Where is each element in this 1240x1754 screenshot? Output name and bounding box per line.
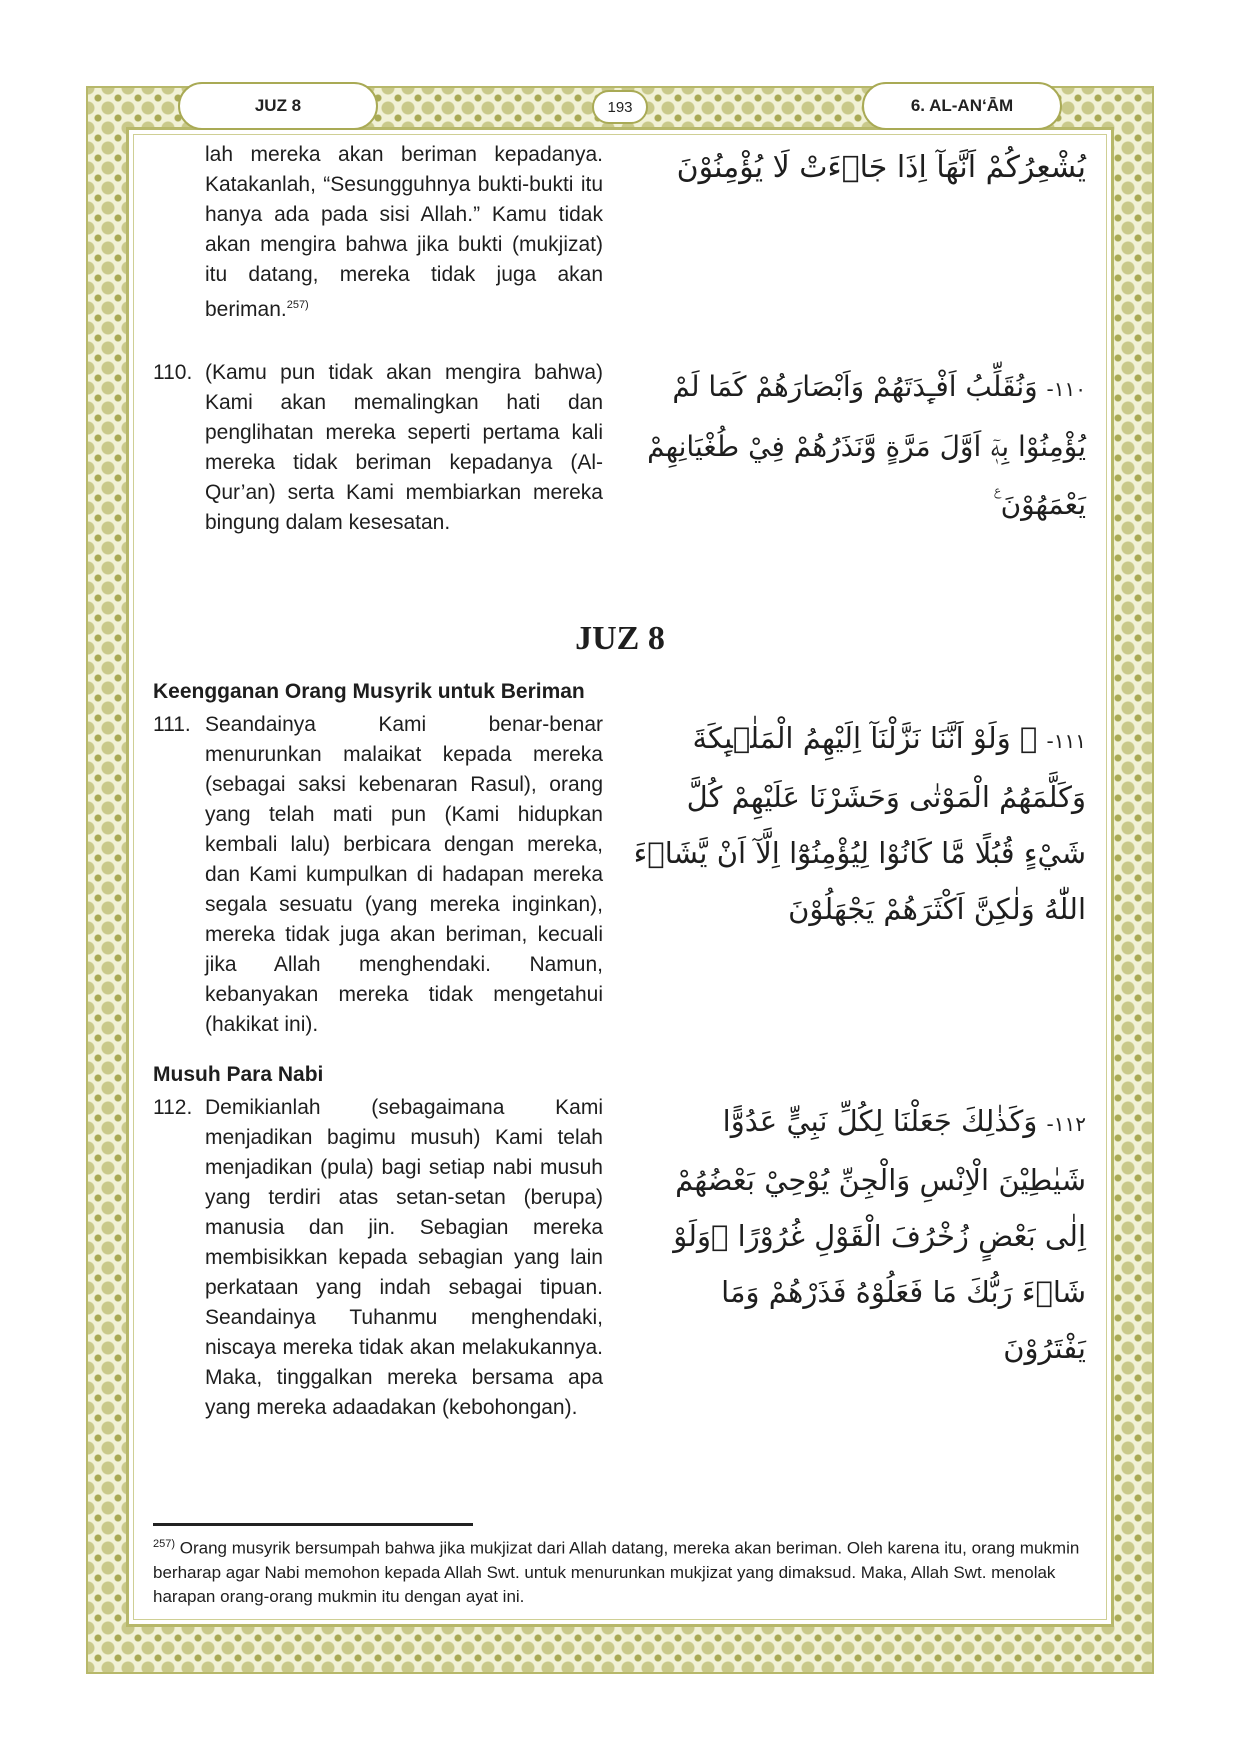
- footnote-text: Orang musyrik bersumpah bahwa jika mukjizat dari Allah datang, mereka akan beriman. Oleh karena itu, orang mukmin berharap agar Nabi memohon kepada Allah Swt. untuk menurunkan mukjizat yang dimaksud. Maka, Allah Swt. menolak harapan orang-orang mukmin itu dengan ayat ini.: [153, 1538, 1080, 1606]
- footnote: [153, 1532, 1087, 1609]
- surah-label: 6. AL-AN‘ĀM: [862, 82, 1062, 130]
- verse-number: 111.: [153, 713, 191, 736]
- section-heading: Keengganan Orang Musyrik untuk Beriman: [153, 680, 585, 703]
- arabic-verse-number: ١١٢-: [1046, 1112, 1086, 1136]
- verse-number: 110.: [153, 361, 193, 384]
- verse-111-translation: Seandainya Kami benar-benar menurunkan malaikat kepada mereka (sebagai saksi kebenaran Rasul), orang yang telah mati pun (Kami hidupkan kembali lalu) berbicara dengan mereka, dan Kami kumpulkan di hadapan mereka segala sesuatu (yang mereka inginkan), mereka tidak juga akan beriman, kecuali jika Allah menghendaki. Namun, kebanyakan mereka tidak mengetahui (hakikat ini).: [205, 713, 603, 1036]
- arabic-verse-number: ١١١-: [1046, 729, 1086, 753]
- section-heading: Musuh Para Nabi: [153, 1063, 324, 1086]
- juz-label: JUZ 8: [178, 82, 378, 130]
- verse-109-arabic: يُشْعِرُكُمْ اَنَّهَآ اِذَا جَاۤءَتْ لَا يُؤْمِنُوْنَ: [676, 150, 1086, 185]
- arabic-verse-number: ١١٠-: [1046, 377, 1086, 401]
- verse-111-arabic: ۞ وَلَوْ اَنَّنَا نَزَّلْنَآ اِلَيْهِمُ الْمَلٰۤىِٕكَةَ وَكَلَّمَهُمُ الْمَوْتٰى وَحَشَرْنَا عَلَيْهِمْ كُلَّ شَيْءٍ قُبُلًا مَّا كَانُوْا لِيُؤْمِنُوْٓا اِلَّآ اَنْ يَّشَاۤءَ اللّٰهُ وَلٰكِنَّ اَكْثَرَهُمْ يَجْهَلُوْنَ: [633, 721, 1086, 926]
- verse-109-translation: lah mereka akan beriman kepadanya. Katakanlah, “Sesungguhnya bukti-bukti itu hanya ada pada sisi Allah.” Kamu tidak akan mengira bahwa jika bukti (mukjizat) itu datang, mereka tidak juga akan beriman.$^{257)}$: [205, 143, 603, 321]
- verse-112-arabic: وَكَذٰلِكَ جَعَلْنَا لِكُلِّ نَبِيٍّ عَدُوًّا شَيٰطِيْنَ الْاِنْسِ وَالْجِنِّ يُوْحِيْ بَعْضُهُمْ اِلٰى بَعْضٍ زُخْرُفَ الْقَوْلِ غُرُوْرًا ۗوَلَوْ شَاۤءَ رَبُّكَ مَا فَعَلُوْهُ فَذَرْهُمْ وَمَا يَفْتَرُوْنَ: [673, 1104, 1086, 1365]
- verse-112-translation: Demikianlah (sebagaimana Kami menjadikan bagimu musuh) Kami telah menjadikan (pula) bagi setiap nabi musuh yang terdiri atas setan-setan (berupa) manusia dan jin. Sebagian mereka membisikkan kepada sebagian yang lain perkataan yang indah sebagai tipuan. Seandainya Tuhanmu menghendaki, niscaya mereka tidak akan melakukannya. Maka, tinggalkan mereka bersama apa yang mereka adaadakan (kebohongan).: [205, 1096, 603, 1419]
- footnote-divider: [153, 1523, 473, 1526]
- verse-number: 112.: [153, 1096, 193, 1119]
- footnote-ref[interactable]: 257): [286, 299, 309, 311]
- page-number: 193: [592, 90, 648, 124]
- footnote-marker: 257): [153, 1538, 176, 1550]
- verse-110-arabic: وَنُقَلِّبُ اَفْـِٕدَتَهُمْ وَاَبْصَارَهُمْ كَمَا لَمْ يُؤْمِنُوْا بِهٖٓ اَوَّلَ مَرَّةٍ وَّنَذَرُهُمْ فِيْ طُغْيَانِهِمْ يَعْمَهُوْنَ ࣖ: [647, 370, 1086, 521]
- juz-title: JUZ 8: [575, 620, 665, 657]
- verse-110-translation: (Kamu pun tidak akan mengira bahwa) Kami akan memalingkan hati dan penglihatan mereka seperti pertama kali mereka tidak beriman kepadanya (Al-Qur’an) serta Kami membiarkan mereka bingung dalam kesesatan.: [205, 361, 603, 534]
